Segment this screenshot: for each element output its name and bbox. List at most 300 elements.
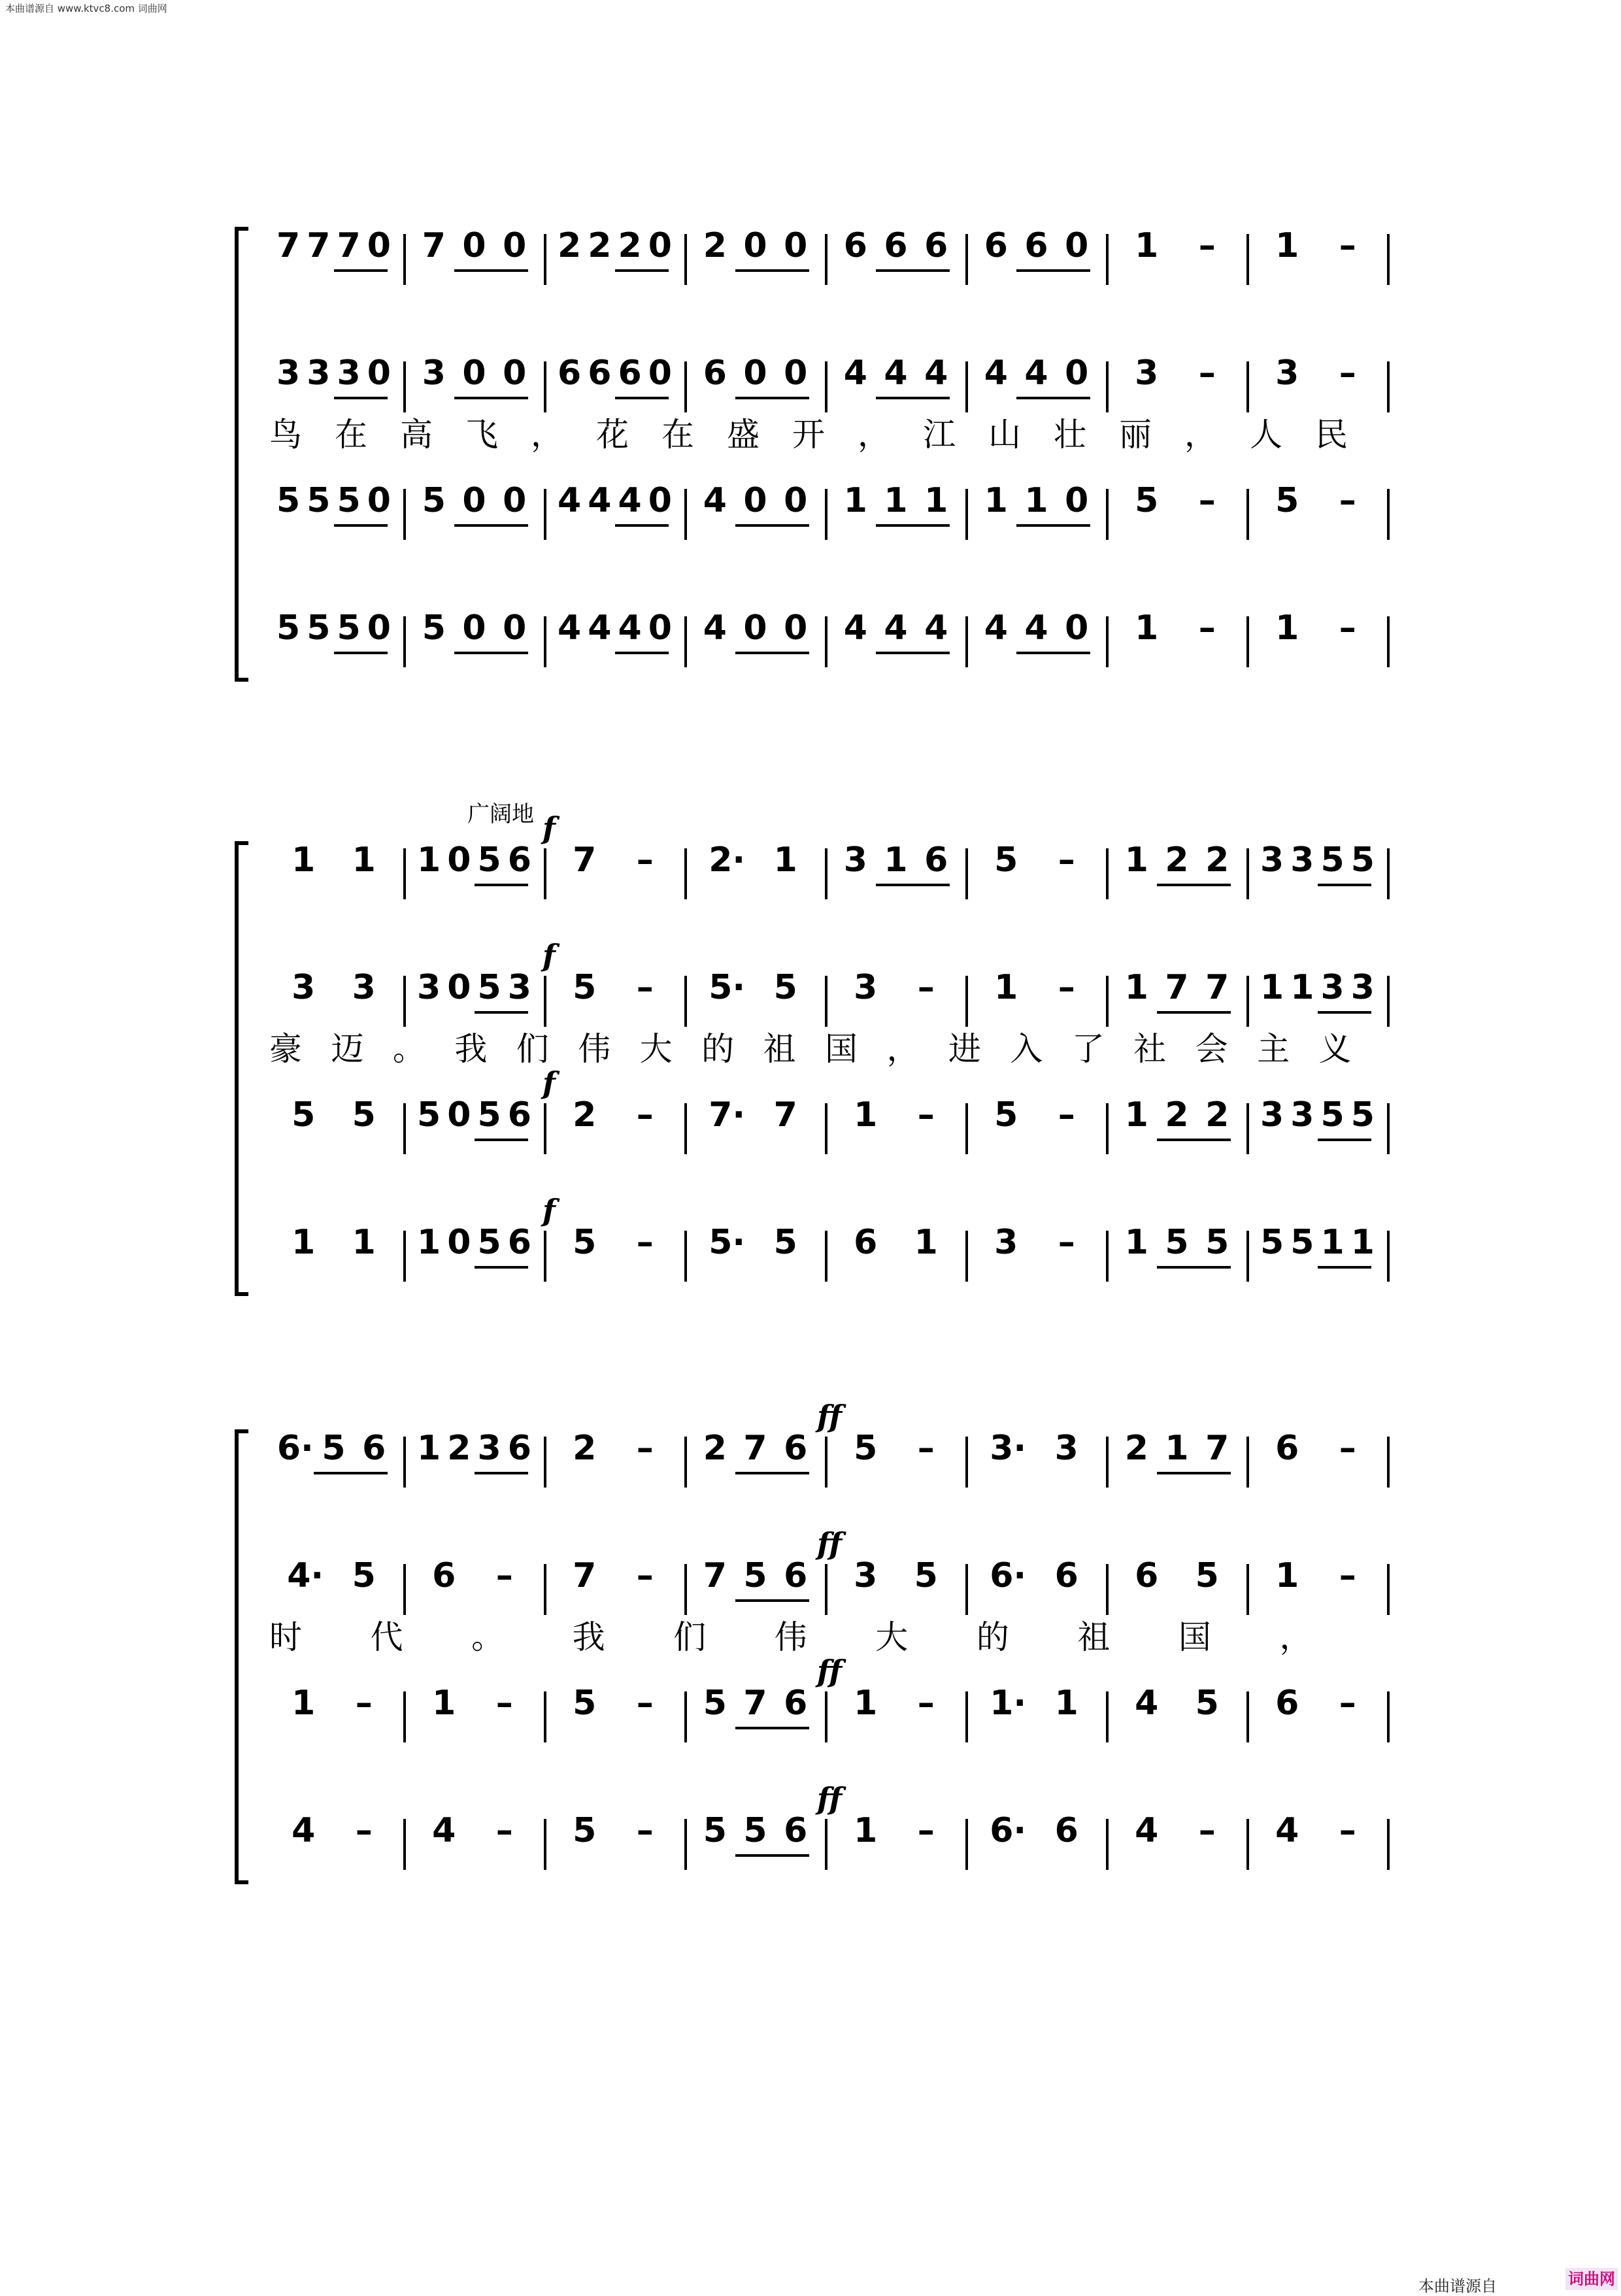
measure (549, 350, 690, 422)
barline (825, 1691, 827, 1742)
note: 3 (1350, 968, 1375, 1007)
note: – (917, 1684, 935, 1723)
measure (971, 837, 1111, 908)
lyric-char: 飞 (465, 416, 498, 454)
measure (1252, 350, 1392, 422)
note: 5 (477, 840, 501, 880)
lyric-char: 的 (976, 1618, 1009, 1656)
note: 4 (558, 608, 582, 648)
barline (544, 489, 546, 540)
note: 0 (462, 481, 486, 520)
note: 0 (447, 1095, 471, 1135)
measure (830, 605, 971, 676)
note: 3 (1320, 968, 1345, 1007)
measure (268, 964, 409, 1036)
note: 5 (703, 1684, 727, 1723)
barline (825, 1564, 827, 1615)
note: 5· (709, 968, 746, 1007)
note: 0 (1065, 354, 1089, 393)
barline (1246, 1231, 1249, 1282)
barline (1246, 848, 1249, 899)
note: 5 (573, 1811, 597, 1850)
measure (1252, 1552, 1392, 1624)
lyric-char: 国 (1178, 1618, 1211, 1656)
barline (403, 234, 406, 285)
barline (1387, 489, 1390, 540)
note: – (1198, 481, 1216, 520)
note: 6 (854, 1223, 878, 1262)
barline (1387, 1103, 1390, 1154)
note: 1 (292, 1684, 316, 1723)
note: 4 (618, 481, 642, 520)
note: 0 (503, 481, 527, 520)
barline (403, 976, 406, 1027)
note: 5 (422, 481, 446, 520)
measure (268, 1807, 409, 1879)
tempo-annotation: 广阔地 (467, 801, 534, 827)
beam-underline (876, 269, 950, 272)
note: 2· (709, 840, 746, 880)
barline (1106, 1231, 1109, 1282)
measure (1252, 837, 1392, 908)
note: 5 (1165, 1223, 1189, 1262)
note: – (1198, 354, 1216, 393)
note: 5 (1260, 1223, 1284, 1262)
score-system (229, 801, 1445, 1307)
note: 0 (447, 968, 471, 1007)
note: 4 (1135, 1684, 1159, 1723)
barline (1387, 1819, 1390, 1870)
barline (1246, 234, 1249, 285)
barline (1246, 1819, 1249, 1870)
note: 2 (1165, 840, 1189, 880)
lyrics-line (268, 1618, 1438, 1657)
note: – (1058, 968, 1075, 1007)
beam-underline (1016, 269, 1090, 272)
lyric-char: 代 (370, 1618, 403, 1656)
barline (1387, 976, 1390, 1027)
note: 5 (1195, 1556, 1219, 1595)
measure (971, 1091, 1111, 1163)
note: 6 (1275, 1429, 1299, 1468)
beam-underline (1318, 884, 1372, 886)
beam-underline (1016, 397, 1090, 399)
lyric-char: 开 (792, 416, 825, 454)
note: – (495, 1684, 513, 1723)
lyric-char: 祖 (763, 1030, 796, 1068)
measure (268, 350, 409, 422)
barline (1106, 1437, 1109, 1488)
barline (544, 1231, 546, 1282)
barline (1387, 1231, 1390, 1282)
note: 7· (709, 1095, 746, 1135)
note: 5 (337, 608, 361, 648)
barline (403, 1103, 406, 1154)
barline (1387, 1691, 1390, 1742)
lyric-char: 在 (661, 416, 694, 454)
barline (965, 361, 968, 412)
beam-underline (1318, 1139, 1372, 1141)
beam-underline (615, 269, 669, 272)
note: 0 (784, 226, 808, 265)
measure (971, 1219, 1111, 1291)
measure (549, 964, 690, 1036)
note: 6 (362, 1429, 386, 1468)
measure (1252, 222, 1392, 294)
note: 5 (307, 481, 331, 520)
dynamic-marking: ff (817, 1399, 843, 1434)
note: 1 (773, 840, 797, 880)
note: 6 (1054, 1556, 1078, 1595)
barline (1246, 489, 1249, 540)
note: 5 (773, 1223, 797, 1262)
lyric-char: 的 (701, 1030, 735, 1068)
barline (544, 616, 546, 667)
note: – (1339, 1556, 1356, 1595)
lyric-char: 。 (471, 1618, 505, 1656)
note: 7 (743, 1684, 767, 1723)
staff-part-3 (268, 477, 1438, 549)
note: 3 (854, 968, 878, 1007)
note: – (1339, 354, 1356, 393)
measure (690, 1425, 830, 1497)
note: 1 (292, 840, 316, 880)
lyric-char: 我 (454, 1030, 488, 1068)
note: 1 (417, 840, 441, 880)
note: 2 (558, 226, 582, 265)
barline (965, 976, 968, 1027)
measure (971, 964, 1111, 1036)
staff-part-4 (268, 1193, 1438, 1291)
lyrics-line (268, 415, 1438, 454)
note: 0 (462, 226, 486, 265)
note: 0 (743, 481, 767, 520)
note: 3 (477, 1429, 501, 1468)
beam-underline (876, 884, 950, 886)
measure (268, 222, 409, 294)
note: 1 (292, 1223, 316, 1262)
lyric-char: 人 (1250, 416, 1282, 454)
note: 3 (1290, 1095, 1314, 1135)
note: 4 (292, 1811, 316, 1850)
note: 7 (1165, 968, 1189, 1007)
note: 4 (558, 481, 582, 520)
note: 7 (1205, 1429, 1229, 1468)
note: – (636, 1556, 654, 1595)
barline (965, 848, 968, 899)
barline (825, 234, 827, 285)
beam-underline (615, 397, 669, 399)
note: 1 (1124, 840, 1148, 880)
beam-underline (1157, 1266, 1231, 1269)
note: 6 (984, 226, 1008, 265)
measure (268, 1680, 409, 1752)
note: 1 (994, 968, 1018, 1007)
note: 0 (743, 226, 767, 265)
note: 6 (843, 226, 867, 265)
note: 6 (924, 226, 948, 265)
measure (690, 1552, 830, 1624)
note: 4 (1135, 1811, 1159, 1850)
note: 4 (1275, 1811, 1299, 1850)
barline (684, 976, 687, 1027)
note: 4 (843, 354, 867, 393)
note: 1 (1124, 1223, 1148, 1262)
note: 7 (307, 226, 331, 265)
beam-underline (1016, 524, 1090, 527)
measure (830, 350, 971, 422)
note: 1 (1165, 1429, 1189, 1468)
note: 3 (292, 968, 316, 1007)
measure (409, 1425, 549, 1497)
measure (1252, 964, 1392, 1036)
lyric-char: 时 (269, 1618, 302, 1656)
note: – (636, 1684, 654, 1723)
measure (549, 605, 690, 676)
measure (1252, 477, 1392, 549)
measure (1252, 1091, 1392, 1163)
note: 5 (994, 1095, 1018, 1135)
beam-underline (1318, 1266, 1372, 1269)
note: 1 (1260, 968, 1284, 1007)
note: 0 (367, 226, 391, 265)
note: 2 (703, 226, 727, 265)
measure (1252, 1680, 1392, 1752)
measure (690, 1680, 830, 1752)
note: 4 (843, 608, 867, 648)
beam-underline (735, 524, 809, 527)
lyric-char: 大 (875, 1618, 909, 1656)
note: 2 (588, 226, 612, 265)
note: 5 (337, 481, 361, 520)
beam-underline (1157, 1139, 1231, 1141)
note: 5 (1135, 481, 1159, 520)
measure (971, 1807, 1111, 1879)
barline (403, 616, 406, 667)
measure (971, 1552, 1111, 1624)
system-bracket (229, 222, 255, 693)
dynamic-marking: f (543, 810, 556, 846)
beam-underline (475, 1266, 529, 1269)
lyric-char: 民 (1315, 416, 1348, 454)
note: 5 (1350, 1095, 1375, 1135)
note: 2 (618, 226, 642, 265)
lyric-char: 们 (516, 1030, 549, 1068)
barline (965, 1231, 968, 1282)
note: – (495, 1556, 513, 1595)
note: 6 (558, 354, 582, 393)
beam-underline (735, 269, 809, 272)
note: 5 (743, 1811, 767, 1850)
note: 3 (422, 354, 446, 393)
note: 6· (990, 1556, 1027, 1595)
barline (1246, 1103, 1249, 1154)
note: 1 (1275, 608, 1299, 648)
barline (825, 848, 827, 899)
measure (830, 222, 971, 294)
note: 0 (447, 1223, 471, 1262)
lyric-char: 义 (1318, 1030, 1352, 1068)
barline (403, 361, 406, 412)
note: 5 (994, 840, 1018, 880)
note: 2 (1205, 840, 1229, 880)
note: 7 (573, 840, 597, 880)
lyric-char: ， (886, 1030, 920, 1068)
dynamic-marking: f (543, 1065, 556, 1101)
beam-underline (1318, 1011, 1372, 1014)
beam-underline (735, 397, 809, 399)
note: 4 (588, 608, 612, 648)
note: 3 (337, 354, 361, 393)
barline (965, 489, 968, 540)
note: 5 (1320, 840, 1345, 880)
beam-underline (735, 1727, 809, 1729)
note: 0 (648, 608, 672, 648)
beam-underline (615, 652, 669, 654)
barline (965, 1691, 968, 1742)
barline (544, 1103, 546, 1154)
measure (971, 350, 1111, 422)
staff-part-2 (268, 1526, 1438, 1656)
note: 0 (462, 354, 486, 393)
note: 0 (1065, 226, 1089, 265)
note: – (1339, 226, 1356, 265)
measure (690, 1219, 830, 1291)
measure (409, 1680, 549, 1752)
note: 4 (1024, 354, 1048, 393)
barline (684, 848, 687, 899)
measure (971, 222, 1111, 294)
barline (544, 361, 546, 412)
note: 4 (884, 354, 908, 393)
note: 5 (322, 1429, 346, 1468)
note: 5 (1290, 1223, 1314, 1262)
note: 1 (1275, 226, 1299, 265)
note: 6 (432, 1556, 456, 1595)
measure (268, 1552, 409, 1624)
note: 0 (462, 608, 486, 648)
beam-underline (615, 524, 669, 527)
note: 7 (422, 226, 446, 265)
note: 1 (1275, 1556, 1299, 1595)
lyrics-line (268, 1029, 1438, 1069)
note: 1 (417, 1429, 441, 1468)
note: – (917, 968, 935, 1007)
measure (1111, 477, 1252, 549)
note: 3 (417, 968, 441, 1007)
note: 3 (843, 840, 867, 880)
barline (544, 1564, 546, 1615)
lyric-char: 壮 (1054, 416, 1086, 454)
note: 4 (1024, 608, 1048, 648)
note: 3 (352, 968, 376, 1007)
measure (549, 1680, 690, 1752)
note: 0 (784, 354, 808, 393)
measure (268, 1091, 409, 1163)
note: 6 (784, 1684, 808, 1723)
note: 4 (924, 354, 948, 393)
lyric-char: 会 (1195, 1030, 1228, 1068)
note: 5 (573, 1223, 597, 1262)
lyric-char: 国 (825, 1030, 858, 1068)
barline (403, 1691, 406, 1742)
note: – (355, 1684, 373, 1723)
note: 1 (432, 1684, 456, 1723)
note: – (1339, 1811, 1356, 1850)
measure (1111, 1091, 1252, 1163)
note: 4 (924, 608, 948, 648)
barline (965, 1819, 968, 1870)
barline (825, 361, 827, 412)
note: 3 (276, 354, 301, 393)
note: 7 (337, 226, 361, 265)
note: 5 (352, 1095, 376, 1135)
measure (690, 477, 830, 549)
note: 1 (1135, 608, 1159, 648)
note: – (1339, 481, 1356, 520)
measure (690, 605, 830, 676)
note: 2 (1165, 1095, 1189, 1135)
note: 5 (422, 608, 446, 648)
score-system (229, 1399, 1445, 1895)
lyric-char: 丽 (1119, 416, 1152, 454)
note: 2 (573, 1095, 597, 1135)
barline (825, 1437, 827, 1488)
measure (268, 837, 409, 908)
beam-underline (735, 1472, 809, 1474)
note: 3 (1260, 1095, 1284, 1135)
lyric-char: 伟 (774, 1618, 807, 1656)
dynamic-marking: ff (817, 1654, 843, 1689)
note: 3 (1135, 354, 1159, 393)
note: 0 (784, 481, 808, 520)
lyric-char: ， (1279, 1618, 1312, 1656)
measure (1111, 1680, 1252, 1752)
note: 0 (367, 481, 391, 520)
note: 1 (1024, 481, 1048, 520)
note: 1 (1350, 1223, 1375, 1262)
staff-part-2 (268, 938, 1438, 1068)
barline (1246, 1691, 1249, 1742)
barline (965, 1437, 968, 1488)
note: 6 (884, 226, 908, 265)
measure (971, 605, 1111, 676)
lyric-char: 伟 (578, 1030, 611, 1068)
note: – (636, 1223, 654, 1262)
note: 6 (507, 1223, 531, 1262)
measure (549, 1552, 690, 1624)
barline (1387, 234, 1390, 285)
note: 6 (618, 354, 642, 393)
note: 0 (743, 354, 767, 393)
note: 5 (1275, 481, 1299, 520)
measure (1111, 1552, 1252, 1624)
note: 1 (914, 1223, 938, 1262)
measure (1111, 1219, 1252, 1291)
note: 6· (990, 1811, 1027, 1850)
measure (1252, 1425, 1392, 1497)
measure (830, 1219, 971, 1291)
note: 5 (703, 1811, 727, 1850)
measure (1111, 1807, 1252, 1879)
barline (965, 234, 968, 285)
note: – (1058, 840, 1075, 880)
note: 6 (1135, 1556, 1159, 1595)
note: 6 (784, 1556, 808, 1595)
note: 2 (1124, 1429, 1148, 1468)
note: – (917, 1095, 935, 1135)
measure (409, 837, 549, 908)
